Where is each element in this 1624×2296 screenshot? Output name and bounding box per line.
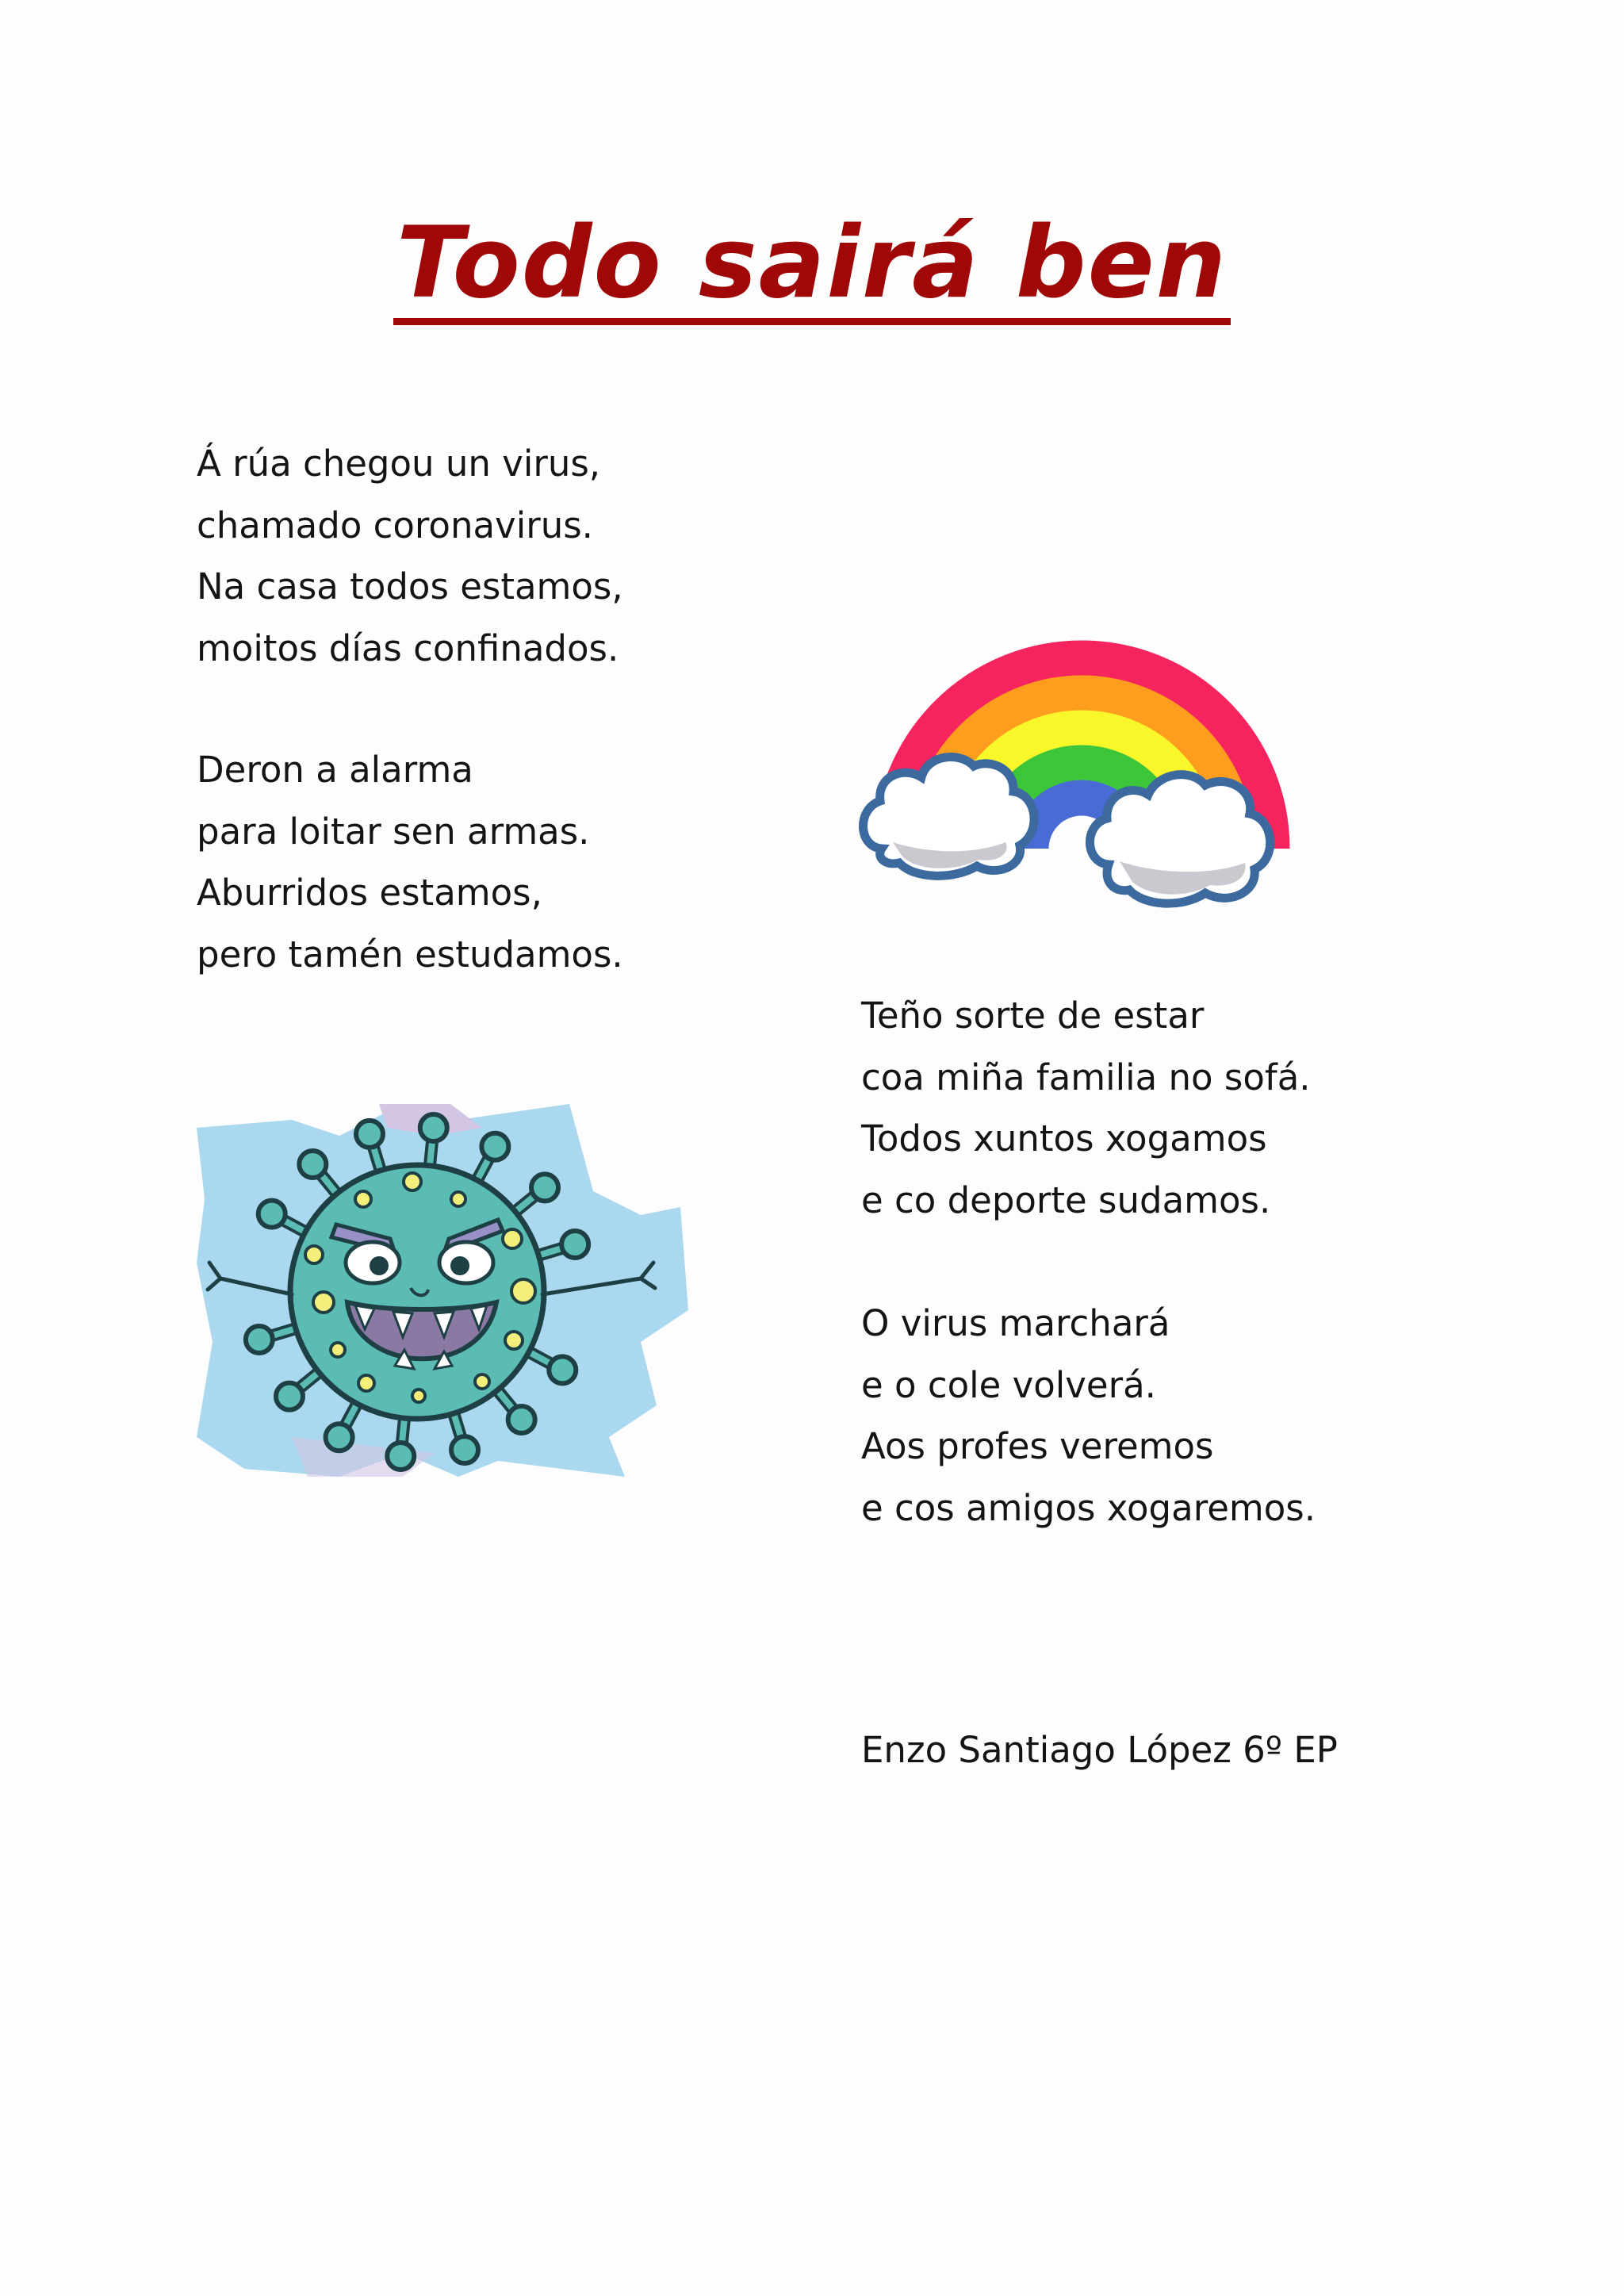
stanza-line: Todos xuntos xogamos	[861, 1117, 1267, 1159]
virus-spike-tip	[420, 1114, 447, 1141]
stanza-line: e cos amigos xogaremos.	[861, 1486, 1316, 1529]
stanza-line: Aburridos estamos,	[197, 872, 542, 914]
stanza-line: moitos días confinados.	[197, 627, 619, 669]
stanza-line: Aos profes veremos	[861, 1425, 1214, 1467]
stanza-4	[861, 1293, 1316, 1539]
stanza-line: Á rúa chegou un virus,	[197, 443, 601, 485]
virus-spike-tip	[259, 1201, 285, 1228]
stanza-line: chamado coronavirus.	[197, 504, 593, 546]
stanza-line: e o cole volverá.	[861, 1363, 1156, 1406]
stanza-line: Deron a alarma	[197, 749, 473, 791]
stanza-line: coa miña familia no sofá.	[861, 1056, 1311, 1098]
stanza-1	[197, 433, 623, 679]
stanza-line: Na casa todos estamos,	[197, 565, 623, 608]
virus-spike-tip	[451, 1436, 478, 1463]
poem-title	[0, 208, 1624, 325]
virus-spike-tip	[549, 1356, 576, 1383]
virus-spike-tip	[299, 1151, 326, 1178]
virus-spike-tip	[387, 1443, 414, 1470]
poem-title-text: Todo sairá ben	[393, 212, 1231, 325]
stanza-line: O virus marchará	[861, 1302, 1170, 1344]
virus-spike-tip	[276, 1383, 303, 1410]
virus-spike-tip	[356, 1121, 383, 1148]
stanza-3	[861, 985, 1311, 1231]
stanza-line: para loitar sen armas.	[197, 810, 590, 853]
stanza-2	[197, 739, 623, 985]
stanza-line: Teño sorte de estar	[861, 995, 1205, 1037]
author-signature: Enzo Santiago López 6º EP	[861, 1729, 1338, 1771]
virus-spike-tip	[481, 1133, 508, 1160]
virus-spike-tip	[561, 1231, 588, 1258]
stanza-line: pero tamén estudamos.	[197, 933, 623, 976]
virus-spike-tip	[246, 1326, 273, 1353]
virus-spike-tip	[508, 1406, 535, 1433]
virus-spike-tip	[531, 1174, 558, 1201]
coronavirus-cartoon-icon	[197, 1104, 688, 1477]
virus-spike-tip	[326, 1424, 353, 1451]
rainbow-icon	[858, 611, 1306, 924]
stanza-line: e co deporte sudamos.	[861, 1179, 1271, 1221]
